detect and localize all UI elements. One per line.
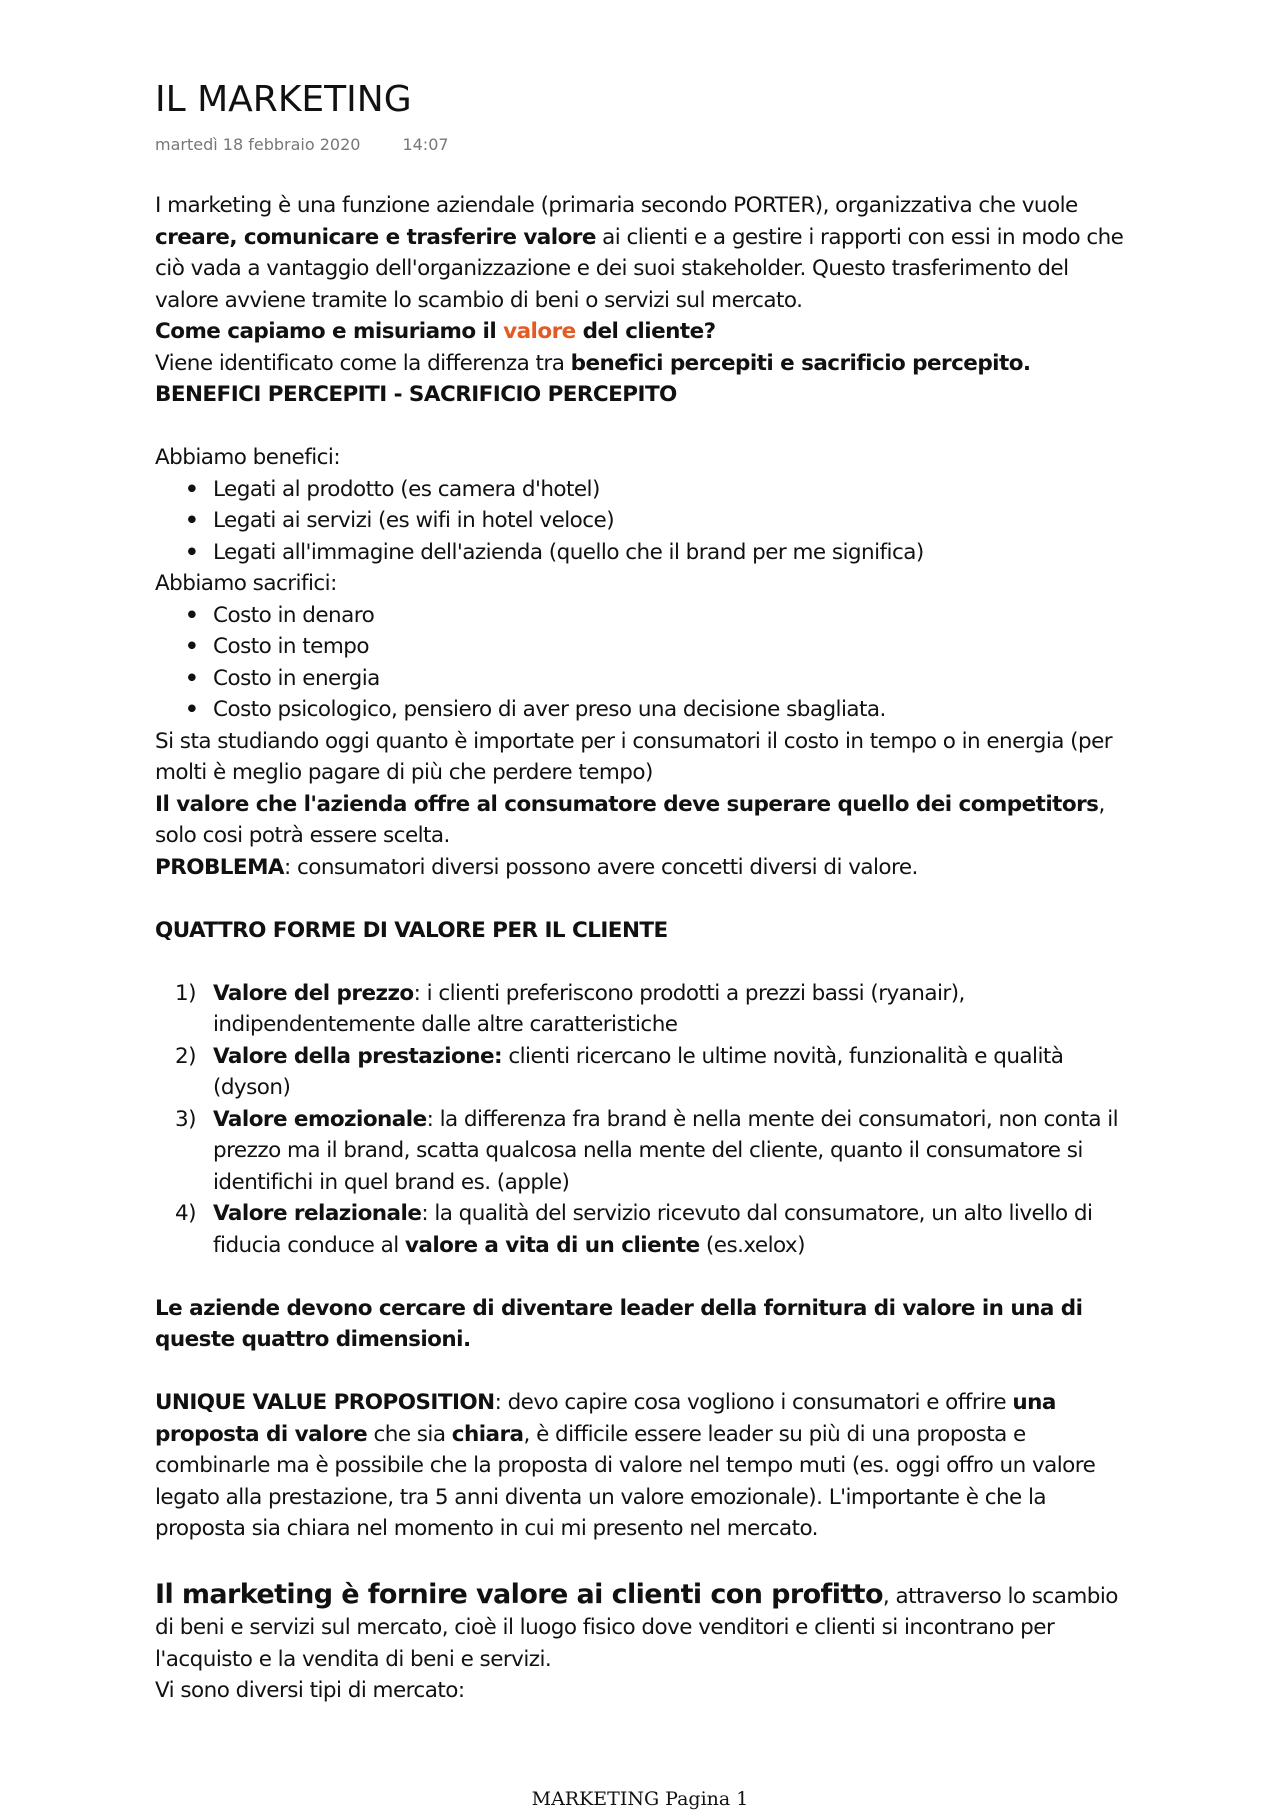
spacer	[155, 946, 1135, 978]
list-item: 1) Valore del prezzo: i clienti preferiscono prodotti a prezzi bassi (ryanair), indipendentemente dalle altre caratteristiche	[175, 980, 965, 1037]
spacer	[155, 883, 1135, 915]
definition-bold: benefici percepiti e sacrificio percepito.	[570, 350, 1031, 376]
markets-intro: Vi sono diversi tipi di mercato:	[155, 1678, 465, 1703]
list-item: 2) Valore della prestazione: clienti ricercano le ultime novità, funzionalità e qualità (dyson)	[175, 1043, 1064, 1100]
question-text-1: Come capiamo e misuriamo il	[155, 319, 504, 344]
competitors-bold: Il valore che l'azienda offre al consumatore deve superare quello dei competitors	[155, 791, 1099, 817]
competitors-paragraph	[155, 789, 1135, 852]
intro-bold: creare, comunicare e trasferire valore	[155, 224, 596, 250]
question-highlight: valore	[503, 319, 576, 344]
page-title: IL MARKETING	[155, 79, 412, 120]
page-footer: MARKETING Pagina 1	[531, 1788, 749, 1810]
spacer	[155, 411, 1135, 443]
definition-headline: Il marketing è fornire valore ai clienti con profitto	[155, 1578, 883, 1610]
list-item: 4) Valore relazionale: la qualità del servizio ricevuto dal consumatore, un alto livello di fiducia conduce al valore a vita di un cliente (es.xelox)	[175, 1201, 1093, 1258]
value-question	[155, 316, 1135, 348]
benefits-intro: Abbiamo benefici:	[155, 445, 341, 470]
note-content	[155, 78, 1135, 1707]
benefits-list	[155, 474, 1135, 569]
list-item: • Costo in tempo	[155, 631, 1135, 663]
spacer	[155, 1356, 1135, 1388]
note-time: 14:07	[402, 135, 449, 154]
spacer	[155, 1261, 1135, 1293]
question-text-2: del cliente?	[575, 319, 716, 344]
sacrifices-intro: Abbiamo sacrifici:	[155, 571, 337, 596]
leader-paragraph: Le aziende devono cercare di diventare leader della fornitura di valore in una di queste quattro dimensioni.	[155, 1295, 1083, 1352]
marketing-definition	[155, 1579, 1135, 1676]
list-item: • Legati al prodotto (es camera d'hotel)	[155, 474, 1135, 506]
value-definition	[155, 348, 1135, 380]
spacer	[155, 1545, 1135, 1571]
value-forms-list	[155, 978, 1135, 1262]
list-item: 3) Valore emozionale: la differenza fra brand è nella mente dei consumatori, non conta il prezzo ma il brand, scatta qualcosa nella mente del cliente, quanto il consumatore si identifichi in quel brand es. (apple)	[175, 1106, 1119, 1195]
value-formula: BENEFICI PERCEPITI - SACRIFICIO PERCEPITO	[155, 382, 677, 407]
definition-body: , attraverso lo scambio di beni e servizi sul mercato, cioè il luogo fisico dove venditori e clienti si incontrano per l'acquisto e la vendita di beni e servizi.	[155, 1583, 1118, 1672]
competitors-text: , solo cosi potrà essere scelta.	[155, 791, 1105, 848]
list-item: • Costo in energia	[155, 663, 1135, 695]
note-date: martedì 18 febbraio 2020	[155, 135, 361, 154]
list-item: • Costo psicologico, pensiero di aver preso una decisione sbagliata.	[155, 694, 1135, 726]
time-energy-paragraph: Si sta studiando oggi quanto è importate per i consumatori il costo in tempo o in energia (per molti è meglio pagare di più che perdere tempo)	[155, 728, 1113, 785]
intro-text-1: I marketing è una funzione aziendale (primaria secondo PORTER), organizzativa che vuole	[155, 193, 1078, 218]
definition-text: Viene identificato come la differenza tra	[155, 350, 571, 376]
problem-label: PROBLEMA	[155, 854, 284, 880]
note-timestamp	[155, 134, 1135, 156]
intro-text-2: ai clienti e a gestire i rapporti con essi in modo che ciò vada a vantaggio dell'organizzazione e dei suoi stakeholder. Questo trasferimento del valore avviene tramite lo scambio di beni o servizi sul mercato.	[155, 224, 1124, 313]
problem-text: : consumatori diversi possono avere concetti diversi di valore.	[284, 854, 918, 880]
forms-heading: QUATTRO FORME DI VALORE PER IL CLIENTE	[155, 917, 668, 943]
intro-paragraph	[155, 190, 1135, 316]
list-item: • Costo in denaro	[155, 600, 1135, 632]
uvp-paragraph: UNIQUE VALUE PROPOSITION: devo capire cosa vogliono i consumatori e offrire una proposta di valore che sia chiara, è difficile essere leader su più di una proposta e combinarle ma è possibile che la proposta di valore nel tempo muti (es. oggi offro un valore legato alla prestazione, tra 5 anni diventa un valore emozionale). L'importante è che la proposta sia chiara nel momento in cui mi presento nel mercato.	[155, 1390, 1096, 1541]
list-item: • Legati ai servizi (es wifi in hotel veloce)	[155, 505, 1135, 537]
list-item: • Legati all'immagine dell'azienda (quello che il brand per me significa)	[155, 537, 1135, 569]
problem-paragraph	[155, 852, 1135, 884]
sacrifices-list	[155, 600, 1135, 726]
